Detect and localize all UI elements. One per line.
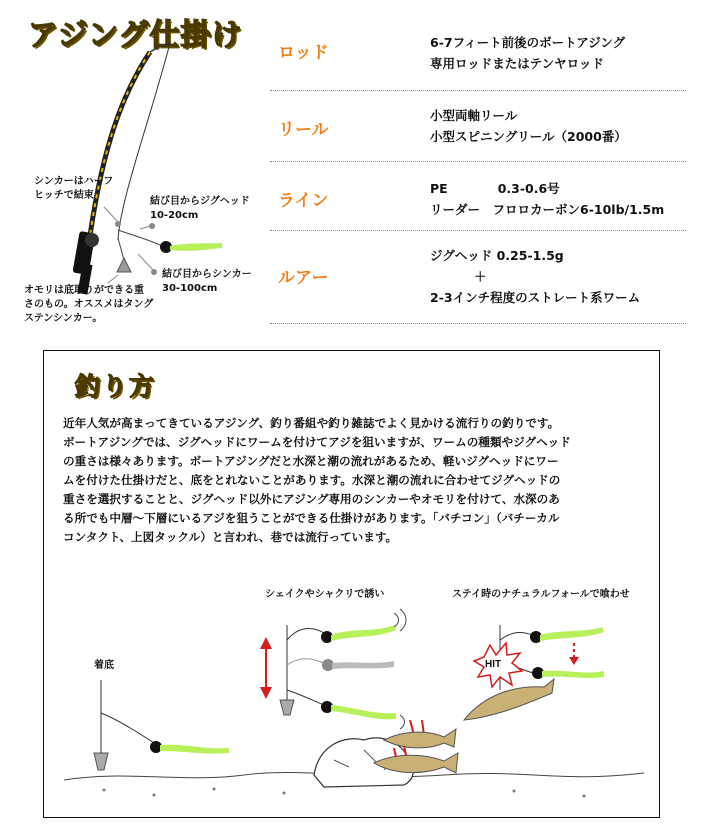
paragraph-line: ボートアジングでは、ジグヘッドにワームを付けてアジを狙いますが、ワームの種類やジグヘッド bbox=[63, 435, 571, 449]
note-line: 結び目からジグヘッド bbox=[150, 196, 250, 207]
spec-line: 専用ロッドまたはテンヤロッド bbox=[430, 56, 604, 71]
technique-illustration bbox=[44, 595, 659, 817]
note-line: 10-20cm bbox=[150, 210, 199, 221]
page-title: アジング仕掛け bbox=[28, 18, 243, 53]
spec-row-rod bbox=[270, 20, 686, 91]
paragraph-line: 近年人気が高まってきているアジング、釣り番組や釣り雑誌でよく見かける流行りの釣りです。 bbox=[63, 416, 560, 430]
caption-bottom: 着底 bbox=[94, 660, 114, 671]
spec-line: PE 0.3-0.6号 bbox=[430, 181, 560, 196]
spec-line: 2-3インチ程度のストレート系ワーム bbox=[430, 290, 641, 305]
technique-paragraph bbox=[63, 414, 628, 547]
spec-line: ＋ bbox=[474, 269, 487, 284]
spec-line: 小型スピニングリール（2000番） bbox=[430, 129, 627, 144]
spec-value bbox=[430, 245, 640, 308]
spec-value bbox=[430, 105, 627, 147]
fish-icon bbox=[464, 679, 554, 720]
spec-label: ロッド bbox=[278, 43, 329, 63]
spec-row-reel bbox=[270, 91, 686, 162]
spec-line: 小型両軸リール bbox=[430, 108, 518, 123]
caption-stay: ステイ時のナチュラルフォールで喰わせ bbox=[452, 589, 630, 600]
note-line: 結び目からシンカー bbox=[162, 269, 252, 280]
note-line: シンカーはハーフ bbox=[34, 176, 114, 187]
spec-row-line bbox=[270, 162, 686, 231]
paragraph-line: る所でも中層～下層にいるアジを狙うことができる仕掛けがあります。「バチコン」（バチーカル bbox=[63, 511, 560, 525]
note-jighead-distance bbox=[150, 195, 250, 223]
note-line: さのもの。オススメはタング bbox=[24, 299, 154, 310]
spec-label: ルアー bbox=[278, 268, 329, 288]
note-sinker-half-hitch bbox=[34, 175, 113, 203]
note-line: ヒッチで結束 bbox=[34, 190, 94, 201]
technique-title: 釣り方 bbox=[75, 372, 157, 401]
note-omori bbox=[24, 284, 153, 326]
paragraph-line: ムを付けた仕掛けだと、底をとれないことがあります。水深と潮の流れに合わせてジグヘッドの bbox=[63, 473, 561, 487]
caption-shake: シェイクやシャクリで誘い bbox=[265, 589, 385, 600]
hit-label: HIT bbox=[485, 659, 502, 670]
spec-line: ジグヘッド 0.25-1.5g bbox=[430, 248, 564, 263]
spec-value bbox=[430, 32, 625, 74]
paragraph-line: 重さを選択することと、ジグヘッド以外にアジング専用のシンカーやオモリを付けて、水深のあ bbox=[63, 492, 560, 506]
note-sinker-distance bbox=[162, 268, 252, 296]
spec-line: 6-7フィート前後のボートアジング bbox=[430, 35, 626, 50]
paragraph-line: コンタクト、上図タックル）と言われ、巷では流行っています。 bbox=[63, 530, 398, 544]
spec-row-lure bbox=[270, 231, 686, 324]
note-line: ステンシンカー。 bbox=[24, 313, 103, 324]
note-line: オモリは底取りができる重 bbox=[24, 285, 144, 296]
spec-value bbox=[430, 178, 664, 220]
spec-label: ライン bbox=[278, 191, 329, 211]
note-line: 30-100cm bbox=[162, 283, 218, 294]
spec-label: リール bbox=[278, 120, 329, 140]
spec-line: リーダー フロロカーボン6-10lb/1.5m bbox=[430, 202, 665, 217]
paragraph-line: の重さは様々あります。ボートアジングだと水深と潮の流れがあるため、軽いジグヘッドにワー bbox=[63, 454, 559, 468]
